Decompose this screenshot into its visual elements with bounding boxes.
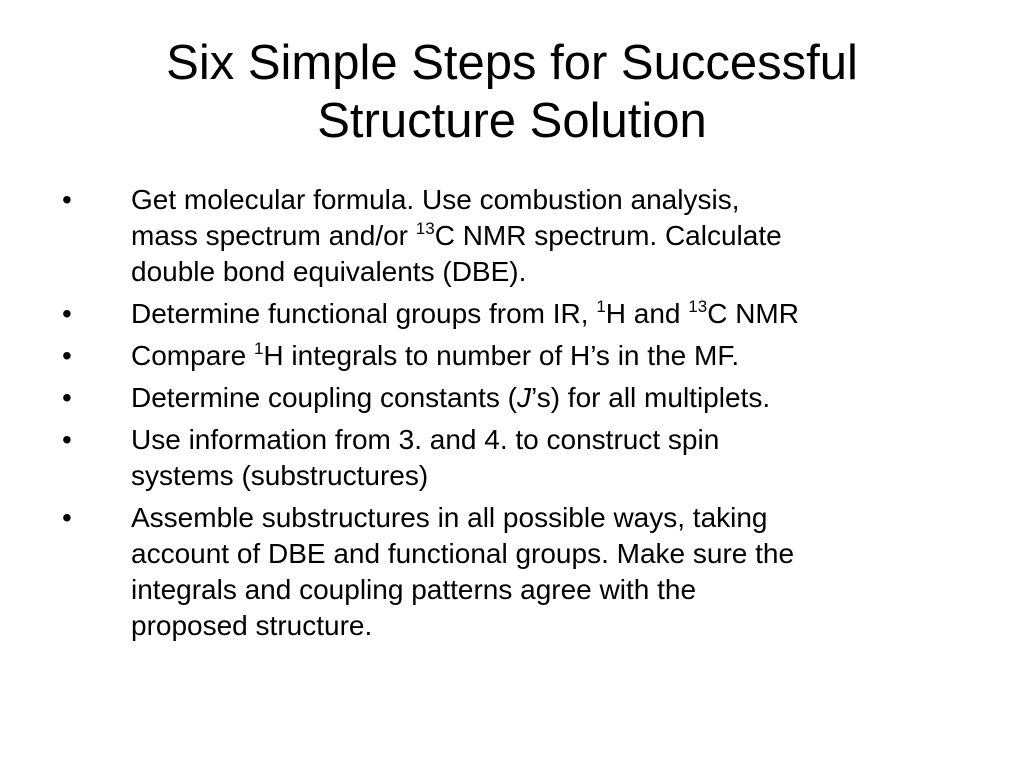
slide-title-line-1: Six Simple Steps for Successful — [166, 36, 858, 90]
bullet-item-3 — [62, 338, 962, 374]
bullet-3-superscript: 1 — [253, 339, 264, 358]
bullet-1-text-b: mass spectrum and/or — [131, 220, 416, 251]
bullet-6-text-b: account of DBE and functional groups. Make sure the — [131, 538, 795, 569]
bullet-1-text-a: Get molecular formula. Use combustion analysis, — [131, 184, 740, 215]
bullet-marker: • — [62, 298, 72, 329]
bullet-5-text-a: Use information from 3. and 4. to construct spin — [131, 424, 720, 455]
bullet-marker: • — [62, 382, 72, 413]
bullet-6-text-d: proposed structure. — [131, 610, 373, 641]
bullet-1-text-c: C NMR spectrum. Calculate — [434, 220, 782, 251]
bullet-1-text-d: double bond equivalents (DBE). — [131, 256, 527, 287]
bullet-marker: • — [62, 340, 72, 371]
bullet-6-text-a: Assemble substructures in all possible ways, taking — [131, 502, 768, 533]
bullet-4-text-a: Determine coupling constants ( — [131, 382, 517, 413]
bullet-2-text-c: C NMR — [707, 298, 799, 329]
bullet-item-2 — [62, 296, 962, 332]
bullet-5-text-b: systems (substructures) — [131, 460, 429, 491]
bullet-2-text-b: H and — [605, 298, 689, 329]
bullet-item-5 — [62, 422, 962, 494]
bullet-item-4 — [62, 380, 962, 416]
bullet-3-text-b: H integrals to number of H’s in the MF. — [263, 340, 740, 371]
bullet-2-superscript-2: 13 — [688, 297, 708, 316]
bullet-6-text-c: integrals and coupling patterns agree with the — [131, 574, 697, 605]
bullet-4-text-b: ’s) for all multiplets. — [530, 382, 771, 413]
bullet-1-superscript: 13 — [415, 219, 435, 238]
slide-title-line-2: Structure Solution — [317, 94, 707, 148]
bullet-item-1 — [62, 182, 962, 290]
bullet-4-italic-j: J — [516, 382, 531, 413]
bullet-2-superscript-1: 1 — [596, 297, 606, 316]
bullet-item-6 — [62, 500, 962, 644]
bullet-marker: • — [62, 184, 72, 215]
bullet-3-text-a: Compare — [131, 340, 254, 371]
bullet-marker: • — [62, 502, 72, 533]
slide-title — [0, 34, 1024, 150]
bullet-marker: • — [62, 424, 72, 455]
bullet-list — [62, 182, 962, 650]
bullet-2-text-a: Determine functional groups from IR, — [131, 298, 597, 329]
